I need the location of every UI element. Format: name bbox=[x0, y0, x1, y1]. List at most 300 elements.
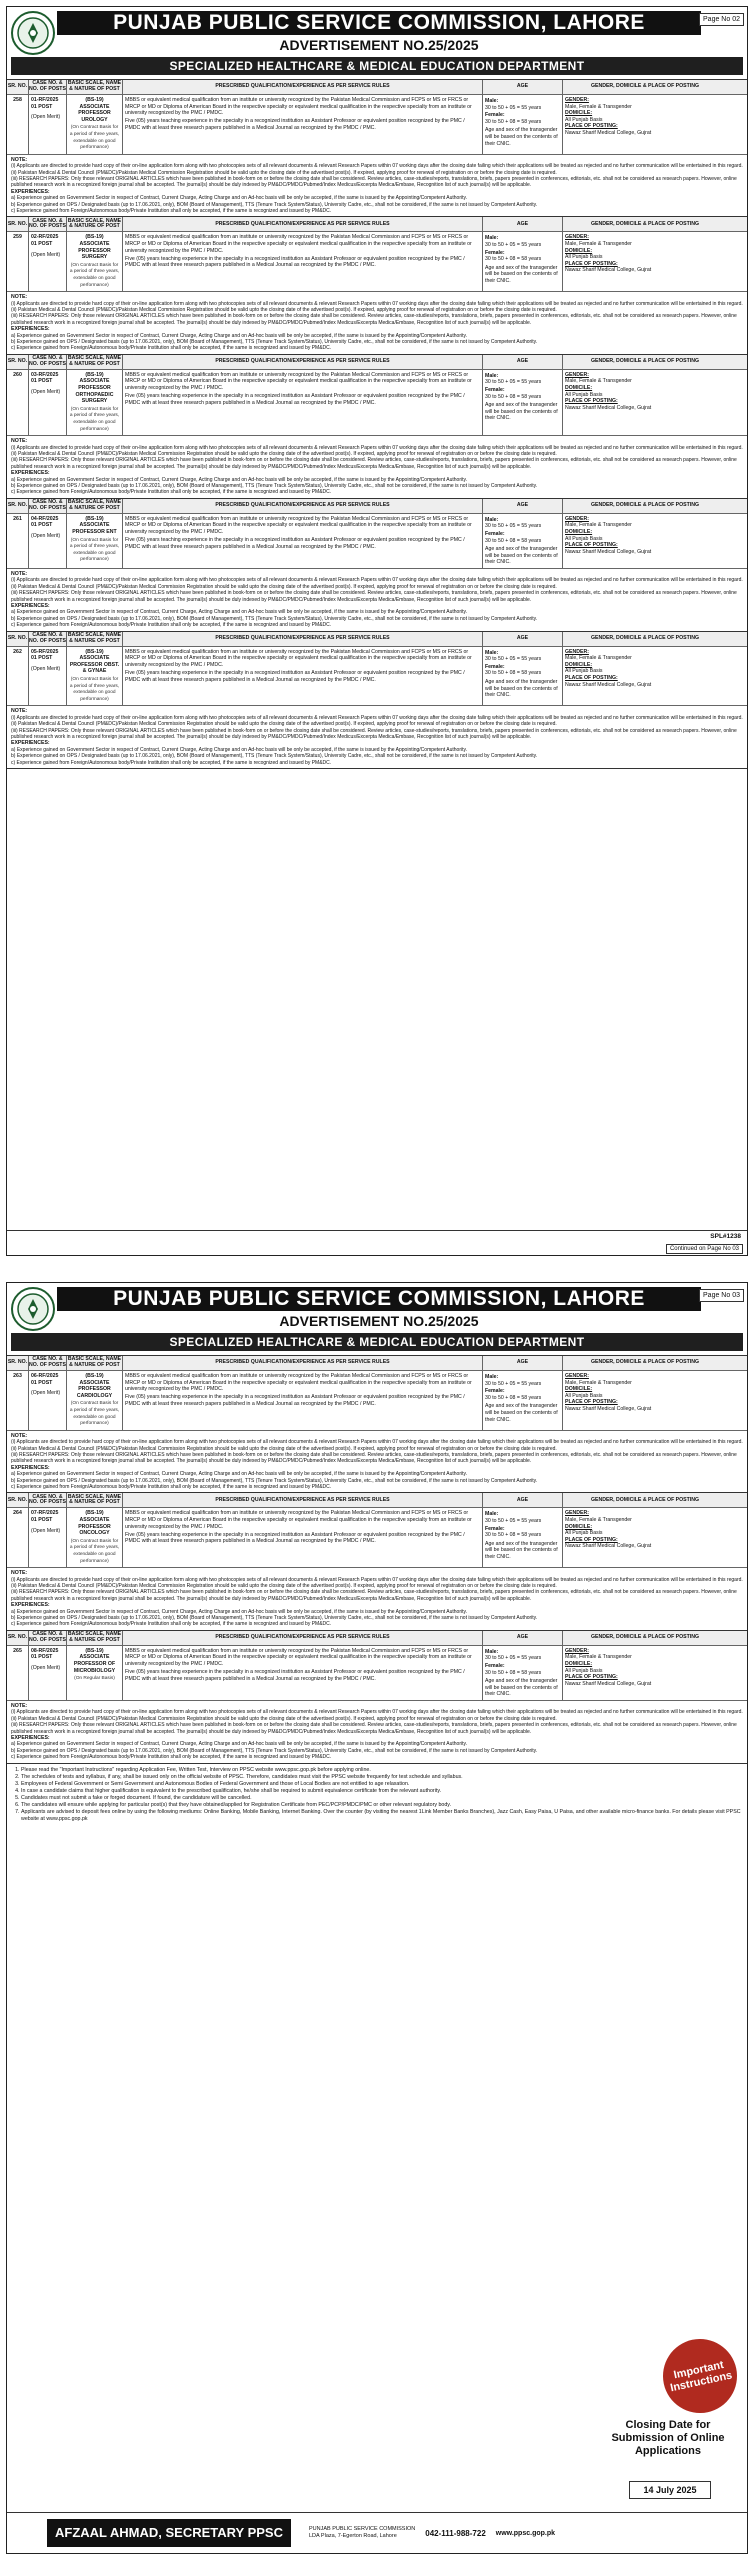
note-item: (ii) Pakistan Medical & Dental Council (PM&DC)/Pakistan Medical Commission Registration should be valid upto the closing date of the advertised post(s). If expired, applying proof for renewal of registration on or before the closing date is required. bbox=[11, 169, 557, 176]
domicile-value: All Punjab Basis bbox=[565, 535, 603, 542]
post-scale bbox=[67, 1371, 123, 1430]
female-age: 30 to 50 + 08 = 58 years bbox=[485, 1394, 542, 1401]
experience-item: c) Experience gained from Foreign/Autonomous body/Private Institution shall only be accepted, if the same is recognized and issued by PM&DC. bbox=[11, 622, 332, 629]
col-gender: GENDER, DOMICILE & PLACE OF POSTING bbox=[590, 634, 700, 641]
experience-item: a) Experience gained on Government Sector in respect of Contract, Current Charge, Acting Charge and on Ad-hoc basis will be only be accepted, if the same is issued by the Appointing/Competent Authority. bbox=[11, 609, 467, 616]
col-age: AGE bbox=[483, 1356, 563, 1370]
post-nature: (On Contract Basis for a period of three years, extendable on good performance) bbox=[69, 1538, 120, 1564]
department-banner: SPECIALIZED HEALTHCARE & MEDICAL EDUCATION DEPARTMENT bbox=[11, 57, 743, 75]
col-age: AGE bbox=[483, 217, 563, 231]
posting-label: PLACE OF POSTING: bbox=[565, 675, 618, 681]
gender-value: Male, Female & Transgender bbox=[565, 241, 632, 247]
signature-bar bbox=[7, 2512, 747, 2553]
experience-item: c) Experience gained from Foreign/Autonomous body/Private Institution shall only be accepted, if the same is recognized and issued by PM&DC. bbox=[11, 759, 332, 766]
post-case bbox=[29, 232, 67, 291]
col-scale: BASIC SCALE, NAME & NATURE OF POST bbox=[67, 631, 122, 644]
column-header bbox=[7, 1356, 747, 1371]
qualification-b: Five (05) years teaching experience in the specialty in a recognized institution as Assistant Professor or equivalent position recognized by the PMC / PMDC with at least three research papers published in a Medical Journal as recognized by the PMDC / PMC. bbox=[125, 255, 465, 269]
advertisement-number: ADVERTISEMENT NO.25/2025 bbox=[279, 1313, 479, 1329]
post-gender-domicile bbox=[563, 1508, 727, 1567]
col-scale: BASIC SCALE, NAME & NATURE OF POST bbox=[67, 1631, 122, 1643]
post-case bbox=[29, 95, 67, 154]
case-number: 01-RF/2025 bbox=[31, 97, 59, 103]
male-age: 30 to 50 + 05 = 55 years bbox=[485, 656, 542, 663]
column-header bbox=[7, 499, 747, 514]
case-number: 06-RF/2025 bbox=[31, 1373, 59, 1379]
transgender-age: Age and sex of the transgender will be based on the contents of their CNIC. bbox=[485, 1678, 558, 1698]
notes-title: NOTE: bbox=[11, 294, 28, 301]
post-block bbox=[7, 355, 747, 499]
ppsc-logo-icon bbox=[11, 1287, 55, 1331]
notes-title: NOTE: bbox=[11, 1432, 28, 1439]
domicile-label: DOMICILE: bbox=[565, 661, 593, 668]
posting-label: PLACE OF POSTING: bbox=[565, 398, 618, 405]
note-item: (iii) RESEARCH PAPERS: Only those relevant ORIGINAL ARTICLES which have been published in book-form on or before the closing date shall be considered. Review articles, case-studies/reports, translations, briefs, papers presented in conferences, editorials, etc. shall not be considered as research papers. However, online published research work in a recognized foreign journal shall be accepted. The journal(s) should be duly indexed by PM&DC/PMDC/Pubmed/Index Medicus/Excerpta Medica/Embase, Recognition list of such journal(s) will be applicable. bbox=[11, 175, 737, 189]
post-notes bbox=[7, 705, 747, 768]
qualification-b: Five (05) years teaching experience in the specialty in a recognized institution as Assistant Professor or equivalent position recognized by the PMC / PMDC with at least three research papers published in a Medical Journal as recognized by the PMDC / PMC. bbox=[125, 1669, 465, 1682]
post-nature: (On Regular Basis) bbox=[74, 1676, 115, 1682]
notes-title: NOTE: bbox=[11, 1702, 28, 1709]
page-number: Page No 03 bbox=[699, 1289, 744, 1302]
posting-label: PLACE OF POSTING: bbox=[565, 542, 618, 549]
qualification-a: MBBS or equivalent medical qualification from an institute or university recognized by the Pakistan Medical Commission and FCPS or MS or FRCS or MRCP or MD or Diploma of American Board in the respective specialty or equivalent medical qualification in the respective specialty from an institute or university recognized by the PMC / PMDC. bbox=[125, 515, 472, 535]
experience-item: c) Experience gained from Foreign/Autonomous body/Private Institution shall only be accepted, if the same is recognized and issued by PM&DC. bbox=[11, 489, 332, 496]
post-nature: (On Contract Basis for a period of three years, extendable on good performance) bbox=[69, 262, 120, 288]
male-label: Male: bbox=[485, 1648, 499, 1655]
advertisement-number: ADVERTISEMENT NO.25/2025 bbox=[279, 37, 479, 53]
experience-title: EXPERIENCES: bbox=[11, 740, 50, 747]
gender-value: Male, Female & Transgender bbox=[565, 103, 632, 110]
col-sr: SR. NO. bbox=[7, 355, 29, 369]
experience-item: a) Experience gained on Government Sector in respect of Contract, Current Charge, Acting Charge and on Ad-hoc basis will be only be accepted, if the same is issued by the Appointing/Competent Authority. bbox=[11, 746, 467, 753]
col-sr: SR. NO. bbox=[7, 499, 29, 513]
female-age: 30 to 50 + 08 = 58 years bbox=[485, 118, 542, 125]
posting-label: PLACE OF POSTING: bbox=[565, 1674, 618, 1681]
domicile-value: All Punjab Basis bbox=[565, 1530, 603, 1537]
domicile-label: DOMICILE: bbox=[565, 1661, 593, 1667]
note-item: (iii) RESEARCH PAPERS: Only those relevant ORIGINAL ARTICLES which have been published in book-form on or before the closing date shall be considered. Review articles, case-studies/reports, translations, briefs, papers presented in conferences, editorials, etc. shall not be considered as research papers. However, online published research work in a recognized foreign journal shall be accepted. The journal(s) should be duly indexed by PM&DC/PMDC/Pubmed/Index Medicus/Excerpta Medica/Embase, Recognition list of such journal(s) will be applicable. bbox=[11, 727, 737, 740]
col-qualification: PRESCRIBED QUALIFICATION/EXPERIENCE AS PER SERVICE RULES bbox=[123, 80, 483, 94]
domicile-label: DOMICILE: bbox=[565, 385, 593, 391]
col-qualification: PRESCRIBED QUALIFICATION/EXPERIENCE AS PER SERVICE RULES bbox=[123, 632, 483, 646]
post-case bbox=[29, 370, 67, 435]
ppsc-logo-icon bbox=[11, 11, 55, 55]
gender-value: Male, Female & Transgender bbox=[565, 1517, 632, 1523]
col-scale: BASIC SCALE, NAME & NATURE OF POST bbox=[67, 499, 122, 511]
male-label: Male: bbox=[485, 235, 499, 242]
advertisement-page-2 bbox=[6, 1282, 748, 2554]
post-case bbox=[29, 1508, 67, 1567]
experience-item: c) Experience gained from Foreign/Autonomous body/Private Institution shall only be accepted, if the same is recognized and issued by PM&DC. bbox=[11, 1621, 332, 1628]
qualification-b: Five (05) years teaching experience in the specialty in a recognized institution as Assistant Professor or equivalent position recognized by the PMC / PMDC with at least three research papers published in a Medical Journal as recognized by the PMDC / PMC. bbox=[125, 1531, 465, 1545]
note-item: (i) Applicants are directed to provide hard copy of their on-line application form along with two photocopies sets of all relevant documents & relevant Research Papers within 07 working days after the closing date failing which their applications will be treated as rejected and no further communication will be entertained in this regard. bbox=[11, 1576, 743, 1583]
post-nature: (On Contract Basis for a period of three years, extendable on good performance) bbox=[69, 406, 120, 432]
female-age: 30 to 50 + 08 = 58 years bbox=[485, 1669, 542, 1676]
page-header bbox=[7, 7, 747, 80]
secretary-name: AFZAAL AHMAD, SECRETARY PPSC bbox=[47, 2519, 291, 2547]
note-item: (ii) Pakistan Medical & Dental Council (PM&DC)/Pakistan Medical Commission Registration should be valid upto the closing date of the advertised post(s). If expired, applying proof for renewal of registration on or before the closing date is required. bbox=[11, 1445, 557, 1452]
merit-type: (Open Merit) bbox=[31, 114, 61, 121]
domicile-label: DOMICILE: bbox=[565, 247, 593, 254]
instruction-item: 7. Applicants are advised to deposit fees online by using the following mediums: Online Banking, Mobile Banking, Internet Banking. Over the counter (by visiting the nearest 1Link Member Banks Branches), Jazz Cash, Easy Paisa, U Paisa, and other available micro-finance banks. For details please visit PPSC website at www.ppsc.gop.pk bbox=[21, 1809, 743, 1823]
merit-type: (Open Merit) bbox=[31, 1527, 61, 1534]
note-item: (ii) Pakistan Medical & Dental Council (PM&DC)/Pakistan Medical Commission Registration should be valid upto the closing date of the advertised post(s). If expired, applying proof for renewal of registration on or before the closing date is required. bbox=[11, 583, 557, 590]
col-gender: GENDER, DOMICILE & PLACE OF POSTING bbox=[590, 83, 700, 90]
experience-title: EXPERIENCES: bbox=[11, 1735, 50, 1741]
post-case bbox=[29, 647, 67, 706]
post-notes bbox=[7, 1567, 747, 1630]
post-row bbox=[7, 647, 747, 706]
note-item: (ii) Pakistan Medical & Dental Council (PM&DC)/Pakistan Medical Commission Registration should be valid upto the closing date of the advertised post(s). If expired, applying proof for renewal of registration on or before the closing date is required. bbox=[11, 306, 557, 313]
scale-label: (BS-19) bbox=[85, 648, 104, 655]
col-case: CASE NO. & NO. OF POSTS bbox=[29, 499, 66, 511]
post-scale bbox=[67, 95, 123, 154]
female-label: Female: bbox=[485, 531, 505, 537]
posting-label: PLACE OF POSTING: bbox=[565, 1399, 618, 1406]
col-gender: GENDER, DOMICILE & PLACE OF POSTING bbox=[590, 1633, 700, 1640]
post-row bbox=[7, 95, 747, 154]
post-age bbox=[483, 370, 563, 435]
gender-value: Male, Female & Transgender bbox=[565, 522, 632, 529]
female-label: Female: bbox=[485, 387, 505, 393]
domicile-value: All Punjab Basis bbox=[565, 1667, 603, 1674]
column-header bbox=[7, 1493, 747, 1508]
post-gender-domicile bbox=[563, 1646, 727, 1700]
post-block bbox=[7, 217, 747, 354]
post-qualification bbox=[123, 370, 483, 435]
merit-type: (Open Merit) bbox=[31, 533, 61, 539]
advertisement-page-1 bbox=[6, 6, 748, 1256]
column-header bbox=[7, 632, 747, 647]
col-gender: GENDER, DOMICILE & PLACE OF POSTING bbox=[590, 1496, 700, 1503]
col-sr: SR. NO. bbox=[7, 217, 29, 231]
male-age: 30 to 50 + 05 = 55 years bbox=[485, 1655, 542, 1662]
notes-title: NOTE: bbox=[11, 438, 28, 445]
note-item: (ii) Pakistan Medical & Dental Council (PM&DC)/Pakistan Medical Commission Registration should be valid upto the closing date of the advertised post(s). If expired, applying proof for renewal of registration on or before the closing date is required. bbox=[11, 1715, 557, 1722]
posting-value: Nawaz Sharif Medical College, Gujrat bbox=[565, 404, 652, 411]
post-row bbox=[7, 370, 747, 435]
col-qualification: PRESCRIBED QUALIFICATION/EXPERIENCE AS PER SERVICE RULES bbox=[123, 1356, 483, 1370]
qualification-b: Five (05) years teaching experience in the specialty in a recognized institution as Assistant Professor or equivalent position recognized by the PMC / PMDC with at least three research papers published in a Medical Journal as recognized by the PMDC / PMC. bbox=[125, 1394, 465, 1407]
transgender-age: Age and sex of the transgender will be based on the contents of their CNIC. bbox=[485, 679, 558, 699]
qualification-a: MBBS or equivalent medical qualification from an institute or university recognized by the Pakistan Medical Commission and FCPS or MS or FRCS or MRCP or MD or Diploma of American Board in the respective specialty or equivalent medical qualification in the respective specialty from an institute or university recognized by the PMC / PMDC. bbox=[125, 1510, 472, 1530]
post-scale bbox=[67, 514, 123, 568]
gender-value: Male, Female & Transgender bbox=[565, 655, 632, 662]
gender-label: GENDER: bbox=[565, 371, 589, 378]
col-case: CASE NO. & NO. OF POSTS bbox=[29, 1356, 66, 1368]
post-count: 01 POST bbox=[31, 522, 53, 529]
column-header bbox=[7, 217, 747, 232]
commission-title: PUNJAB PUBLIC SERVICE COMMISSION, LAHORE bbox=[57, 11, 701, 35]
col-gender: GENDER, DOMICILE & PLACE OF POSTING bbox=[590, 357, 700, 364]
important-instructions-badge: Important Instructions bbox=[656, 2332, 744, 2420]
post-gender-domicile bbox=[563, 514, 727, 568]
post-case bbox=[29, 1371, 67, 1430]
post-row bbox=[7, 1646, 747, 1700]
note-item: (iii) RESEARCH PAPERS: Only those relevant ORIGINAL ARTICLES which have been published in book-form on or before the closing date shall be considered. Review articles, case-studies/reports, translations, briefs, papers presented in conferences, editorials, etc. shall not be considered as research papers. However, online published research work in a recognized foreign journal shall be accepted. The journal(s) should be duly indexed by PM&DC/PMDC/Pubmed/Index Medicus/Excerpta Medica/Embase, Recognition list of such journal(s) will be applicable. bbox=[11, 1589, 737, 1602]
qualification-a: MBBS or equivalent medical qualification from an institute or university recognized by the Pakistan Medical Commission and FCPS or MS or FRCS or MRCP or MD or Diploma of American Board in the respective specialty or equivalent medical qualification in the respective specialty from an institute or university recognized by the PMC / PMDC. bbox=[125, 1373, 472, 1393]
col-qualification: PRESCRIBED QUALIFICATION/EXPERIENCE AS PER SERVICE RULES bbox=[123, 1631, 483, 1645]
post-sr: 264 bbox=[7, 1508, 29, 1567]
post-age bbox=[483, 232, 563, 291]
scale-label: (BS-19) bbox=[85, 371, 104, 378]
note-item: (iii) RESEARCH PAPERS: Only those relevant ORIGINAL ARTICLES which have been published in book-form on or before the closing date shall be considered. Review articles, case-studies/reports, translations, briefs, papers presented in conferences, editorials, etc. shall not be considered as research papers. However, online published research work in a recognized foreign journal shall be accepted. The journal(s) should be duly indexed by PM&DC/PMDC/Pubmed/Index Medicus/Excerpta Medica/Embase, Recognition list of such journal(s) will be applicable. bbox=[11, 1451, 737, 1465]
qualification-b: Five (05) years teaching experience in the specialty in a recognized institution as Assistant Professor or equivalent position recognized by the PMC / PMDC with at least three research papers published in a Medical Journal as recognized by the PMDC / PMC. bbox=[125, 537, 465, 550]
experience-item: c) Experience gained from Foreign/Autonomous body/Private Institution shall only be accepted, if the same is recognized and issued by PM&DC. bbox=[11, 208, 332, 214]
col-age: AGE bbox=[483, 499, 563, 513]
experience-title: EXPERIENCES: bbox=[11, 1464, 50, 1471]
experience-item: b) Experience gained on OPS / Designated basis (up to 17.06.2021, only), BOM (Board of Management), TTS (Tenure Track System/Status), University Cadre, etc., shall not be considered, if the same is not issued by Competent Authority. bbox=[11, 1477, 538, 1484]
qualification-a: MBBS or equivalent medical qualification from an institute or university recognized by the Pakistan Medical Commission and FCPS or MS or FRCS or MRCP or MD or Diploma of American Board in the respective specialty or equivalent medical qualification in the respective specialty from an institute or university recognized by the PMC / PMDC. bbox=[125, 97, 472, 117]
case-number: 05-RF/2025 bbox=[31, 648, 59, 655]
transgender-age: Age and sex of the transgender will be based on the contents of their CNIC. bbox=[485, 546, 558, 566]
experience-title: EXPERIENCES: bbox=[11, 1602, 50, 1609]
post-count: 01 POST bbox=[31, 241, 53, 247]
scale-label: (BS-19) bbox=[85, 1647, 104, 1654]
post-title: ASSOCIATE PROFESSOR OF MICROBIOLOGY bbox=[73, 1654, 116, 1674]
male-age: 30 to 50 + 05 = 55 years bbox=[485, 1518, 542, 1524]
instruction-item: 1. Please read the "Important Instructions" regarding Application Fee, Written Test, Interview on PPSC website www.ppsc.gop.pk before applying online. bbox=[21, 1767, 743, 1774]
gender-value: Male, Female & Transgender bbox=[565, 378, 632, 385]
male-label: Male: bbox=[485, 1511, 499, 1518]
closing-date-label: Closing Date for Submission of Online Applications bbox=[611, 2419, 725, 2457]
post-block bbox=[7, 1356, 747, 1493]
experience-item: b) Experience gained on OPS / Designated basis (up to 17.06.2021, only), BOM (Board of Management), TTS (Tenure Track System/Status), University Cadre, etc., shall not be considered, if the same is not issued by Competent Authority. bbox=[11, 753, 538, 760]
post-age bbox=[483, 1371, 563, 1430]
post-row bbox=[7, 1371, 747, 1430]
col-scale: BASIC SCALE, NAME & NATURE OF POST bbox=[67, 80, 122, 92]
post-block bbox=[7, 499, 747, 632]
post-title: ASSOCIATE PROFESSOR UROLOGY bbox=[78, 103, 111, 123]
column-header bbox=[7, 355, 747, 370]
col-scale: BASIC SCALE, NAME & NATURE OF POST bbox=[67, 355, 122, 367]
note-item: (i) Applicants are directed to provide hard copy of their on-line application form along with two photocopies sets of all relevant documents & relevant Research Papers within 07 working days after the closing date failing which their applications will be treated as rejected and no further communication will be entertained in this regard. bbox=[11, 300, 743, 307]
post-title: ASSOCIATE PROFESSOR ENT bbox=[72, 522, 117, 535]
domicile-value: All Punjab Basis bbox=[565, 254, 603, 261]
post-block bbox=[7, 1631, 747, 1764]
col-age: AGE bbox=[483, 355, 563, 369]
instruction-item: 6. The candidates will ensure while applying for particular post(s) that they have obtained/applied for Registration Certificate from PEC/PCP/PMDC/PMC or other relevant regulatory body. bbox=[21, 1802, 743, 1809]
merit-type: (Open Merit) bbox=[31, 1390, 61, 1397]
scale-label: (BS-19) bbox=[85, 1373, 104, 1379]
post-scale bbox=[67, 1508, 123, 1567]
col-sr: SR. NO. bbox=[7, 1356, 29, 1370]
domicile-label: DOMICILE: bbox=[565, 1386, 593, 1393]
notes-title: NOTE: bbox=[11, 708, 28, 715]
post-count: 01 POST bbox=[31, 655, 53, 662]
col-scale: BASIC SCALE, NAME & NATURE OF POST bbox=[67, 1493, 122, 1506]
male-age: 30 to 50 + 05 = 55 years bbox=[485, 242, 542, 248]
note-item: (iii) RESEARCH PAPERS: Only those relevant ORIGINAL ARTICLES which have been published in book-form on or before the closing date shall be considered. Review articles, case-studies/reports, translations, briefs, papers presented in conferences, editorials, etc. shall not be considered as research papers. However, online published research work in a recognized foreign journal shall be accepted. The journal(s) should be duly indexed by PM&DC/PMDC/Pubmed/Index Medicus/Excerpta Medica/Embase, Recognition list of such journal(s) will be applicable. bbox=[11, 1722, 737, 1735]
transgender-age: Age and sex of the transgender will be based on the contents of their CNIC. bbox=[485, 402, 558, 422]
col-qualification: PRESCRIBED QUALIFICATION/EXPERIENCE AS PER SERVICE RULES bbox=[123, 355, 483, 369]
phone-number: 042-111-988-722 bbox=[425, 2528, 486, 2538]
experience-title: EXPERIENCES: bbox=[11, 188, 50, 195]
experience-item: b) Experience gained on OPS / Designated basis (up to 17.06.2021, only), BOM (Board of Management), TTS (Tenure Track System/Status), University Cadre, etc., shall not be considered, if the same is not issued by Competent Authority. bbox=[11, 615, 538, 622]
post-gender-domicile bbox=[563, 95, 727, 154]
col-qualification: PRESCRIBED QUALIFICATION/EXPERIENCE AS PER SERVICE RULES bbox=[123, 499, 483, 513]
case-number: 08-RF/2025 bbox=[31, 1647, 59, 1654]
experience-item: b) Experience gained on OPS / Designated basis (up to 17.06.2021, only), BOM (Board of Management), TTS (Tenure Track System/Status), University Cadre, etc., shall not be considered, if the same is not issued by Competent Authority. bbox=[11, 1615, 538, 1621]
instruction-item: 2. The schedules of tests and syllabus, if any, shall be issued only on the official website of PPSC. Therefore, candidates must visit the PPSC website frequently for test schedule and syllabus. bbox=[21, 1774, 743, 1781]
qualification-a: MBBS or equivalent medical qualification from an institute or university recognized by the Pakistan Medical Commission and FCPS or MS or FRCS or MRCP or MD or Diploma of American Board in the respective specialty or equivalent medical qualification in the respective specialty from an institute or university recognized by the PMC / PMDC. bbox=[125, 371, 472, 391]
post-gender-domicile bbox=[563, 647, 727, 706]
col-sr: SR. NO. bbox=[7, 1493, 29, 1507]
col-qualification: PRESCRIBED QUALIFICATION/EXPERIENCE AS PER SERVICE RULES bbox=[123, 1493, 483, 1507]
column-header bbox=[7, 80, 747, 95]
general-instructions bbox=[7, 1764, 747, 1826]
col-case: CASE NO. & NO. OF POSTS bbox=[29, 631, 66, 644]
note-item: (i) Applicants are directed to provide hard copy of their on-line application form along with two photocopies sets of all relevant documents & relevant Research Papers within 07 working days after the closing date failing which their applications will be treated as rejected and no further communication will be entertained in this regard. bbox=[11, 163, 743, 170]
female-label: Female: bbox=[485, 1525, 505, 1532]
post-sr: 265 bbox=[7, 1646, 29, 1700]
department-banner: SPECIALIZED HEALTHCARE & MEDICAL EDUCATION DEPARTMENT bbox=[11, 1333, 743, 1351]
col-scale: BASIC SCALE, NAME & NATURE OF POST bbox=[67, 217, 122, 230]
post-title: ASSOCIATE PROFESSOR CARDIOLOGY bbox=[76, 1379, 113, 1399]
male-age: 30 to 50 + 05 = 55 years bbox=[485, 1380, 542, 1387]
male-label: Male: bbox=[485, 649, 499, 656]
col-case: CASE NO. & NO. OF POSTS bbox=[29, 217, 66, 230]
qualification-b: Five (05) years teaching experience in the specialty in a recognized institution as Assistant Professor or equivalent position recognized by the PMC / PMDC with at least three research papers published in a Medical Journal as recognized by the PMDC / PMC. bbox=[125, 393, 465, 406]
note-item: (iii) RESEARCH PAPERS: Only those relevant ORIGINAL ARTICLES which have been published in book-form on or before the closing date shall be considered. Review articles, case-studies/reports, translations, briefs, papers presented in conferences, editorials, etc. shall not be considered as research papers. However, online published research work in a recognized foreign journal shall be accepted. The journal(s) should be duly indexed by PM&DC/PMDC/Pubmed/Index Medicus/Excerpta Medica/Embase, Recognition list of such journal(s) will be applicable. bbox=[11, 457, 737, 470]
domicile-label: DOMICILE: bbox=[565, 110, 593, 117]
male-label: Male: bbox=[485, 516, 499, 523]
male-label: Male: bbox=[485, 372, 499, 379]
gender-value: Male, Female & Transgender bbox=[565, 1379, 632, 1386]
gender-label: GENDER: bbox=[565, 648, 589, 655]
col-case: CASE NO. & NO. OF POSTS bbox=[29, 1493, 66, 1506]
post-count: 01 POST bbox=[31, 1654, 53, 1661]
experience-item: c) Experience gained from Foreign/Autonomous body/Private Institution shall only be accepted, if the same is recognized and issued by PM&DC. bbox=[11, 1484, 332, 1490]
scale-label: (BS-19) bbox=[85, 515, 104, 522]
qualification-b: Five (05) years teaching experience in the specialty in a recognized institution as Assistant Professor or equivalent position recognized by the PMC / PMDC with at least three research papers published in a Medical Journal as recognized by the PMDC / PMC. bbox=[125, 118, 465, 131]
female-age: 30 to 50 + 08 = 58 years bbox=[485, 393, 542, 400]
posting-label: PLACE OF POSTING: bbox=[565, 123, 618, 130]
post-sr: 260 bbox=[7, 370, 29, 435]
posting-value: Nawaz Sharif Medical College, Gujrat bbox=[565, 129, 652, 136]
post-age bbox=[483, 647, 563, 706]
experience-title: EXPERIENCES: bbox=[11, 470, 50, 477]
instruction-item: 5. Candidates must not submit a fake or forged document. If found, the candidature will be cancelled. bbox=[21, 1795, 743, 1802]
female-label: Female: bbox=[485, 663, 505, 670]
scale-label: (BS-19) bbox=[85, 234, 104, 241]
gender-label: GENDER: bbox=[565, 1510, 589, 1517]
experience-item: b) Experience gained on OPS / Designated basis (up to 17.06.2021, only), BOM (Board of Management), TTS (Tenure Track System/Status), University Cadre, etc., shall not be considered, if the same is not issued by Competent Authority. bbox=[11, 339, 538, 345]
note-item: (ii) Pakistan Medical & Dental Council (PM&DC)/Pakistan Medical Commission Registration should be valid upto the closing date of the advertised post(s). If expired, applying proof for renewal of registration on or before the closing date is required. bbox=[11, 1582, 557, 1589]
experience-item: a) Experience gained on Government Sector in respect of Contract, Current Charge, Acting Charge and on Ad-hoc basis will be only be accepted, if the same is issued by the Appointing/Competent Authority. bbox=[11, 195, 467, 202]
post-count: 01 POST bbox=[31, 103, 53, 110]
experience-item: c) Experience gained from Foreign/Autonomous body/Private Institution shall only be accepted, if the same is recognized and issued by PM&DC. bbox=[11, 1754, 332, 1761]
qualification-a: MBBS or equivalent medical qualification from an institute or university recognized by the Pakistan Medical Commission and FCPS or MS or FRCS or MRCP or MD or Diploma of American Board in the respective specialty or equivalent medical qualification in the respective specialty from an institute or university recognized by the PMC / PMDC. bbox=[125, 648, 472, 668]
case-number: 03-RF/2025 bbox=[31, 371, 59, 378]
post-sr: 258 bbox=[7, 95, 29, 154]
post-notes bbox=[7, 1430, 747, 1493]
experience-item: a) Experience gained on Government Sector in respect of Contract, Current Charge, Acting Charge and on Ad-hoc basis will be only be accepted, if the same is issued by the Appointing/Competent Authority. bbox=[11, 1608, 467, 1615]
posting-value: Nawaz Sharif Medical College, Gujrat bbox=[565, 681, 652, 688]
website-link[interactable]: www.ppsc.gop.pk bbox=[495, 2529, 556, 2537]
post-case bbox=[29, 1646, 67, 1700]
col-sr: SR. NO. bbox=[7, 1631, 29, 1645]
female-label: Female: bbox=[485, 1663, 505, 1669]
note-item: (i) Applicants are directed to provide hard copy of their on-line application form along with two photocopies sets of all relevant documents & relevant Research Papers within 07 working days after the closing date failing which their applications will be treated as rejected and no further communication will be entertained in this regard. bbox=[11, 1709, 743, 1716]
gender-label: GENDER: bbox=[565, 97, 589, 103]
page-number: Page No 02 bbox=[699, 13, 744, 26]
col-qualification: PRESCRIBED QUALIFICATION/EXPERIENCE AS PER SERVICE RULES bbox=[123, 217, 483, 231]
col-age: AGE bbox=[483, 632, 563, 646]
continued-note: Continued on Page No 03 bbox=[666, 1244, 743, 1254]
merit-type: (Open Merit) bbox=[31, 1665, 61, 1671]
post-qualification bbox=[123, 232, 483, 291]
post-case bbox=[29, 514, 67, 568]
posting-label: PLACE OF POSTING: bbox=[565, 260, 618, 267]
experience-item: b) Experience gained on OPS / Designated basis (up to 17.06.2021, only), BOM (Board of Management), TTS (Tenure Track System/Status), University Cadre, etc., shall not be considered, if the same is not issued by Competent Authority. bbox=[11, 201, 538, 208]
note-item: (ii) Pakistan Medical & Dental Council (PM&DC)/Pakistan Medical Commission Registration should be valid upto the closing date of the advertised post(s). If expired, applying proof for renewal of registration on or before the closing date is required. bbox=[11, 450, 557, 457]
office-name: PUNJAB PUBLIC SERVICE COMMISSION bbox=[309, 2526, 416, 2532]
note-item: (i) Applicants are directed to provide hard copy of their on-line application form along with two photocopies sets of all relevant documents & relevant Research Papers within 07 working days after the closing date failing which their applications will be treated as rejected and no further communication will be entertained in this regard. bbox=[11, 444, 743, 451]
female-age: 30 to 50 + 08 = 58 years bbox=[485, 670, 542, 677]
male-label: Male: bbox=[485, 98, 499, 104]
case-number: 02-RF/2025 bbox=[31, 234, 59, 241]
page-footer bbox=[7, 1230, 747, 1255]
col-case: CASE NO. & NO. OF POSTS bbox=[29, 355, 66, 367]
post-nature: (On Contract Basis for a period of three years, extendable on good performance) bbox=[69, 537, 120, 563]
experience-item: b) Experience gained on OPS / Designated basis (up to 17.06.2021, only), BOM (Board of Management), TTS (Tenure Track System/Status), University Cadre, etc., shall not be considered, if the same is not issued by Competent Authority. bbox=[11, 1747, 538, 1754]
post-scale bbox=[67, 647, 123, 706]
experience-item: a) Experience gained on Government Sector in respect of Contract, Current Charge, Acting Charge and on Ad-hoc basis will be only be accepted, if the same is issued by the Appointing/Competent Authority. bbox=[11, 1741, 467, 1748]
office-address bbox=[309, 2526, 415, 2540]
post-qualification bbox=[123, 514, 483, 568]
gender-label: GENDER: bbox=[565, 1373, 589, 1379]
gender-label: GENDER: bbox=[565, 234, 589, 241]
note-item: (ii) Pakistan Medical & Dental Council (PM&DC)/Pakistan Medical Commission Registration should be valid upto the closing date of the advertised post(s). If expired, applying proof for renewal of registration on or before the closing date is required. bbox=[11, 721, 557, 728]
male-label: Male: bbox=[485, 1374, 499, 1380]
col-gender: GENDER, DOMICILE & PLACE OF POSTING bbox=[590, 501, 700, 508]
experience-title: EXPERIENCES: bbox=[11, 326, 50, 333]
female-label: Female: bbox=[485, 1388, 505, 1395]
female-label: Female: bbox=[485, 249, 505, 256]
post-sr: 262 bbox=[7, 647, 29, 706]
post-notes bbox=[7, 435, 747, 498]
post-title: ASSOCIATE PROFESSOR ORTHOPAEDIC SURGERY bbox=[75, 378, 114, 405]
note-item: (i) Applicants are directed to provide hard copy of their on-line application form along with two photocopies sets of all relevant documents & relevant Research Papers within 07 working days after the closing date failing which their applications will be treated as rejected and no further communication will be entertained in this regard. bbox=[11, 577, 743, 584]
page-header bbox=[7, 1283, 747, 1356]
posts-list bbox=[7, 80, 747, 769]
post-nature: (On Contract Basis for a period of three years, extendable on good performance) bbox=[69, 125, 120, 151]
col-scale: BASIC SCALE, NAME & NATURE OF POST bbox=[67, 1356, 122, 1368]
gender-value: Male, Female & Transgender bbox=[565, 1654, 632, 1661]
post-scale bbox=[67, 370, 123, 435]
merit-type: (Open Merit) bbox=[31, 389, 61, 395]
notes-title: NOTE: bbox=[11, 1570, 28, 1577]
transgender-age: Age and sex of the transgender will be based on the contents of their CNIC. bbox=[485, 1403, 558, 1423]
qualification-b: Five (05) years teaching experience in the specialty in a recognized institution as Assistant Professor or equivalent position recognized by the PMC / PMDC with at least three research papers published in a Medical Journal as recognized by the PMDC / PMC. bbox=[125, 669, 465, 683]
posting-value: Nawaz Sharif Medical College, Gujrat bbox=[565, 548, 652, 555]
merit-type: (Open Merit) bbox=[31, 251, 61, 258]
experience-item: c) Experience gained from Foreign/Autonomous body/Private Institution shall only be accepted, if the same is recognized and issued by PM&DC. bbox=[11, 345, 332, 352]
post-count: 01 POST bbox=[31, 1517, 53, 1523]
posting-value: Nawaz Sharif Medical College, Gujrat bbox=[565, 267, 652, 274]
col-case: CASE NO. & NO. OF POSTS bbox=[29, 80, 66, 92]
post-notes bbox=[7, 568, 747, 631]
post-qualification bbox=[123, 1371, 483, 1430]
closing-date: 14 July 2025 bbox=[629, 2481, 711, 2499]
gender-label: GENDER: bbox=[565, 515, 589, 522]
post-nature: (On Contract Basis for a period of three years, extendable on good performance) bbox=[69, 1401, 120, 1427]
post-title: ASSOCIATE PROFESSOR ONCOLOGY bbox=[78, 1517, 111, 1537]
post-notes bbox=[7, 154, 747, 217]
post-title: ASSOCIATE PROFESSOR SURGERY bbox=[78, 241, 111, 261]
post-block bbox=[7, 1493, 747, 1630]
